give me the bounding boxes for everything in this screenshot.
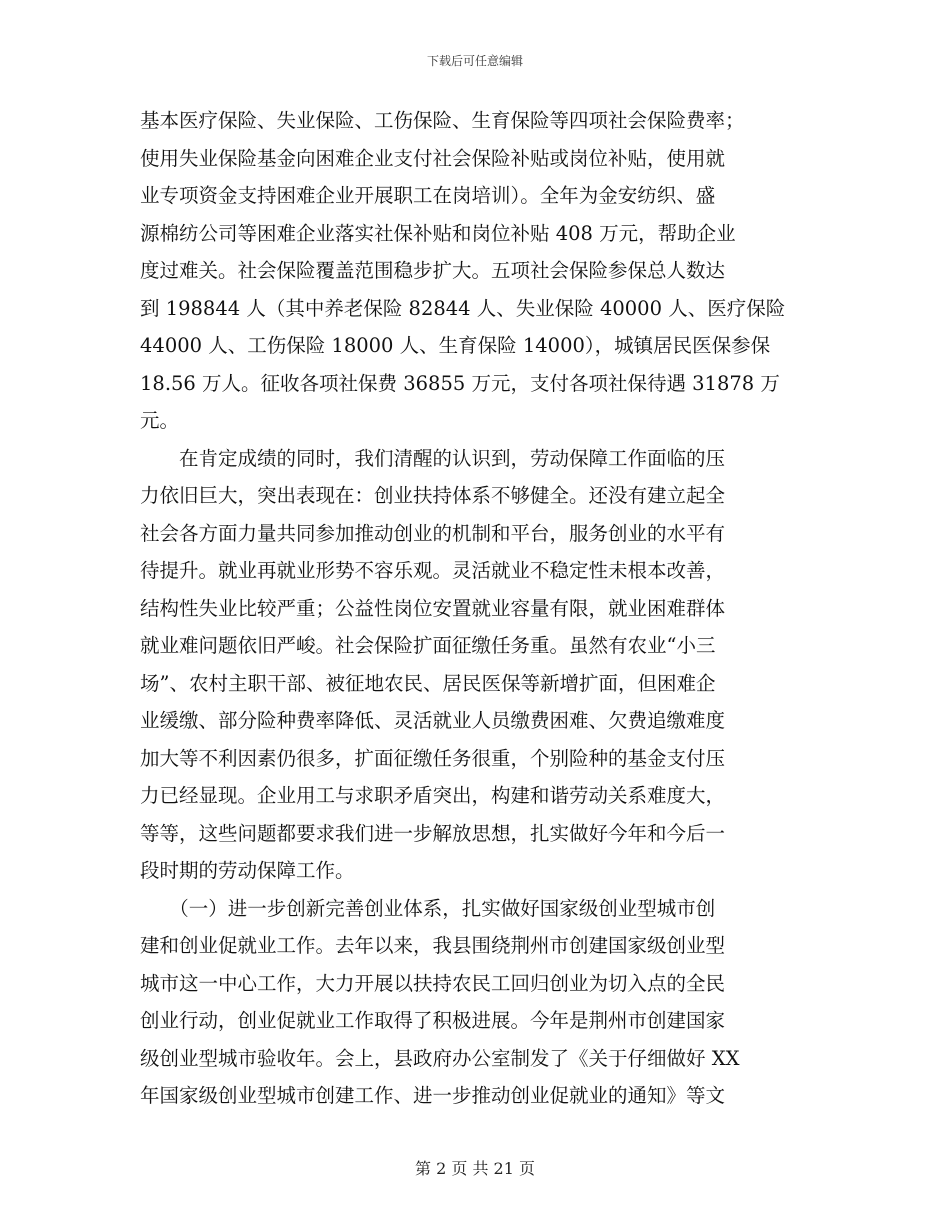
text-line: 元。 [140, 409, 180, 432]
text-line: 在肯定成绩的同时，我们清醒的认识到，劳动保障工作面临的压 [140, 446, 726, 470]
text-line: 就业难问题依旧严峻。社会保险扩面征缴任务重。虽然有农业“小三 [140, 634, 716, 657]
text-line: 使用失业保险基金向困难企业支付社会保险补贴或岗位补贴，使用就 [140, 146, 726, 170]
text-line: 力依旧巨大，突出表现在：创业扶持体系不够健全。还没有建立起全 [140, 484, 726, 507]
page-header: 下载后可任意编辑 [426, 54, 523, 68]
text-line: 场”、农村主职干部、被征地农民、居民医保等新增扩面，但困难企 [140, 671, 716, 695]
text-line: 社会各方面力量共同参加推动创业的机制和平台，服务创业的水平有 [140, 521, 726, 545]
text-line: 力已经显现。企业用工与求职矛盾突出，构建和谐劳动关系难度大， [140, 784, 726, 807]
text-line: 业缓缴、部分险种费率降低、灵活就业人员缴费困难、欠费追缴难度 [140, 709, 726, 732]
text-line: 到 198844 人（其中养老保险 82844 人、失业保险 40000 人、医疗保险 [140, 296, 786, 320]
text-line: 年国家级创业型城市创建工作、进一步推动创业促就业的通知》等文 [140, 1084, 726, 1107]
text-line: 建和创业促就业工作。去年以来，我县围绕荆州市创建国家级创业型 [140, 934, 726, 957]
text-line: 结构性失业比较严重；公益性岗位安置就业容量有限，就业困难群体 [140, 596, 726, 620]
text-line: 城市这一中心工作，大力开展以扶持农民工回归创业为切入点的全民 [140, 971, 726, 995]
text-line: 44000 人、工伤保险 18000 人、生育保险 14000），城镇居民医保参保 [140, 334, 771, 357]
text-line: 段时期的劳动保障工作。 [140, 859, 355, 882]
text-line: 创业行动，创业促就业工作取得了积极进展。今年是荆州市创建国家 [140, 1009, 726, 1032]
text-line: 度过难关。社会保险覆盖范围稳步扩大。五项社会保险参保总人数达 [140, 259, 726, 282]
text-line: 业专项资金支持困难企业开展职工在岗培训）。全年为金安纺织、盛 [140, 184, 716, 207]
body-text [140, 102, 802, 1115]
text-line: 等等，这些问题都要求我们进一步解放思想，扎实做好今年和今后一 [140, 821, 726, 845]
text-line: 待提升。就业再就业形势不容乐观。灵活就业不稳定性未根本改善， [140, 559, 726, 582]
text-line: 加大等不利因素仍很多，扩面征缴任务很重，个别险种的基金支付压 [140, 746, 726, 770]
text-line: 基本医疗保险、失业保险、工伤保险、生育保险等四项社会保险费率； [140, 109, 745, 132]
text-line: 源棉纺公司等困难企业落实社保补贴和岗位补贴 408 万元，帮助企业 [140, 221, 736, 245]
text-line: 级创业型城市验收年。会上，县政府办公室制发了《关于仔细做好 XX [140, 1046, 740, 1070]
text-line: （一）进一步创新完善创业体系，扎实做好国家级创业型城市创 [140, 896, 716, 920]
page-number: 第 2 页 共 21 页 [415, 1159, 535, 1178]
text-line: 18.56 万人。征收各项社保费 36855 万元，支付各项社保待遇 31878 万 [140, 371, 780, 395]
